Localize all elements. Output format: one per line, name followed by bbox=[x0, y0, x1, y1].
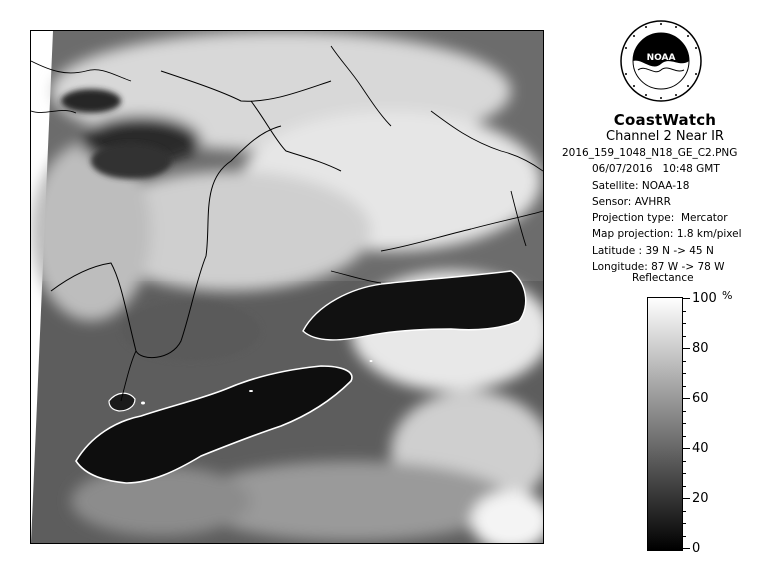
filename: 2016_159_1048_N18_GE_C2.PNG bbox=[562, 147, 738, 159]
map-projection-label: Map projection: bbox=[592, 228, 674, 240]
colorbar-minor-tick bbox=[682, 498, 690, 499]
colorbar-minor-tick bbox=[682, 311, 686, 312]
acquisition-time: 10:48 GMT bbox=[662, 163, 720, 175]
projection-type-label: Projection type: bbox=[592, 212, 675, 224]
colorbar-minor-tick bbox=[682, 411, 686, 412]
colorbar-minor-tick bbox=[682, 323, 686, 324]
map-projection-row bbox=[592, 228, 782, 240]
colorbar-minor-tick bbox=[682, 298, 690, 299]
colorbar-tick-label: 0 bbox=[692, 541, 701, 556]
colorbar-minor-tick bbox=[682, 461, 686, 462]
longitude-value: 87 W -> 78 W bbox=[651, 261, 725, 273]
colorbar-minor-tick bbox=[682, 361, 686, 362]
colorbar-tick-label: 60 bbox=[692, 391, 709, 406]
colorbar-minor-tick bbox=[682, 548, 690, 549]
satellite-value: NOAA-18 bbox=[641, 180, 690, 192]
colorbar-minor-tick bbox=[682, 336, 686, 337]
colorbar-minor-tick bbox=[682, 473, 686, 474]
colorbar-tick-label: 20 bbox=[692, 491, 709, 506]
colorbar-minor-tick bbox=[682, 348, 690, 349]
colorbar-minor-tick bbox=[682, 536, 686, 537]
latitude-row bbox=[592, 245, 782, 257]
acquisition-datetime bbox=[592, 163, 782, 175]
colorbar-minor-tick bbox=[682, 486, 686, 487]
colorbar-tick-label: 40 bbox=[692, 441, 709, 456]
colorbar-minor-tick bbox=[682, 423, 686, 424]
colorbar-minor-tick bbox=[682, 523, 686, 524]
sensor-row bbox=[592, 196, 782, 208]
satellite-row bbox=[592, 180, 782, 192]
colorbar-minor-tick bbox=[682, 386, 686, 387]
scale-title: Reflectance bbox=[632, 272, 694, 284]
colorbar-minor-tick bbox=[682, 448, 690, 449]
latitude-label: Latitude : bbox=[592, 245, 643, 257]
colorbar-minor-tick bbox=[682, 398, 690, 399]
projection-type-row bbox=[592, 212, 782, 224]
satellite-map bbox=[30, 30, 544, 544]
latitude-value: 39 N -> 45 N bbox=[645, 245, 714, 257]
longitude-label: Longitude: bbox=[592, 261, 648, 273]
channel-name: Channel 2 Near IR bbox=[606, 129, 724, 144]
product-brand: CoastWatch bbox=[613, 111, 717, 129]
colorbar-minor-tick bbox=[682, 436, 686, 437]
colorbar-minor-tick bbox=[682, 373, 686, 374]
logo-text: NOAA bbox=[646, 53, 676, 63]
projection-type-value: Mercator bbox=[680, 212, 728, 224]
satellite-label: Satellite: bbox=[592, 180, 639, 192]
acquisition-date: 06/07/2016 bbox=[592, 163, 653, 175]
colorbar-tick-label: 100 bbox=[692, 291, 717, 306]
scale-unit: % bbox=[722, 289, 733, 302]
colorbar-minor-tick bbox=[682, 511, 686, 512]
reflectance-colorbar bbox=[647, 297, 683, 551]
map-projection-value: 1.8 km/pixel bbox=[676, 228, 742, 240]
sensor-value: AVHRR bbox=[634, 196, 671, 208]
noaa-logo bbox=[620, 20, 702, 102]
colorbar-tick-label: 80 bbox=[692, 341, 709, 356]
sensor-label: Sensor: bbox=[592, 196, 632, 208]
